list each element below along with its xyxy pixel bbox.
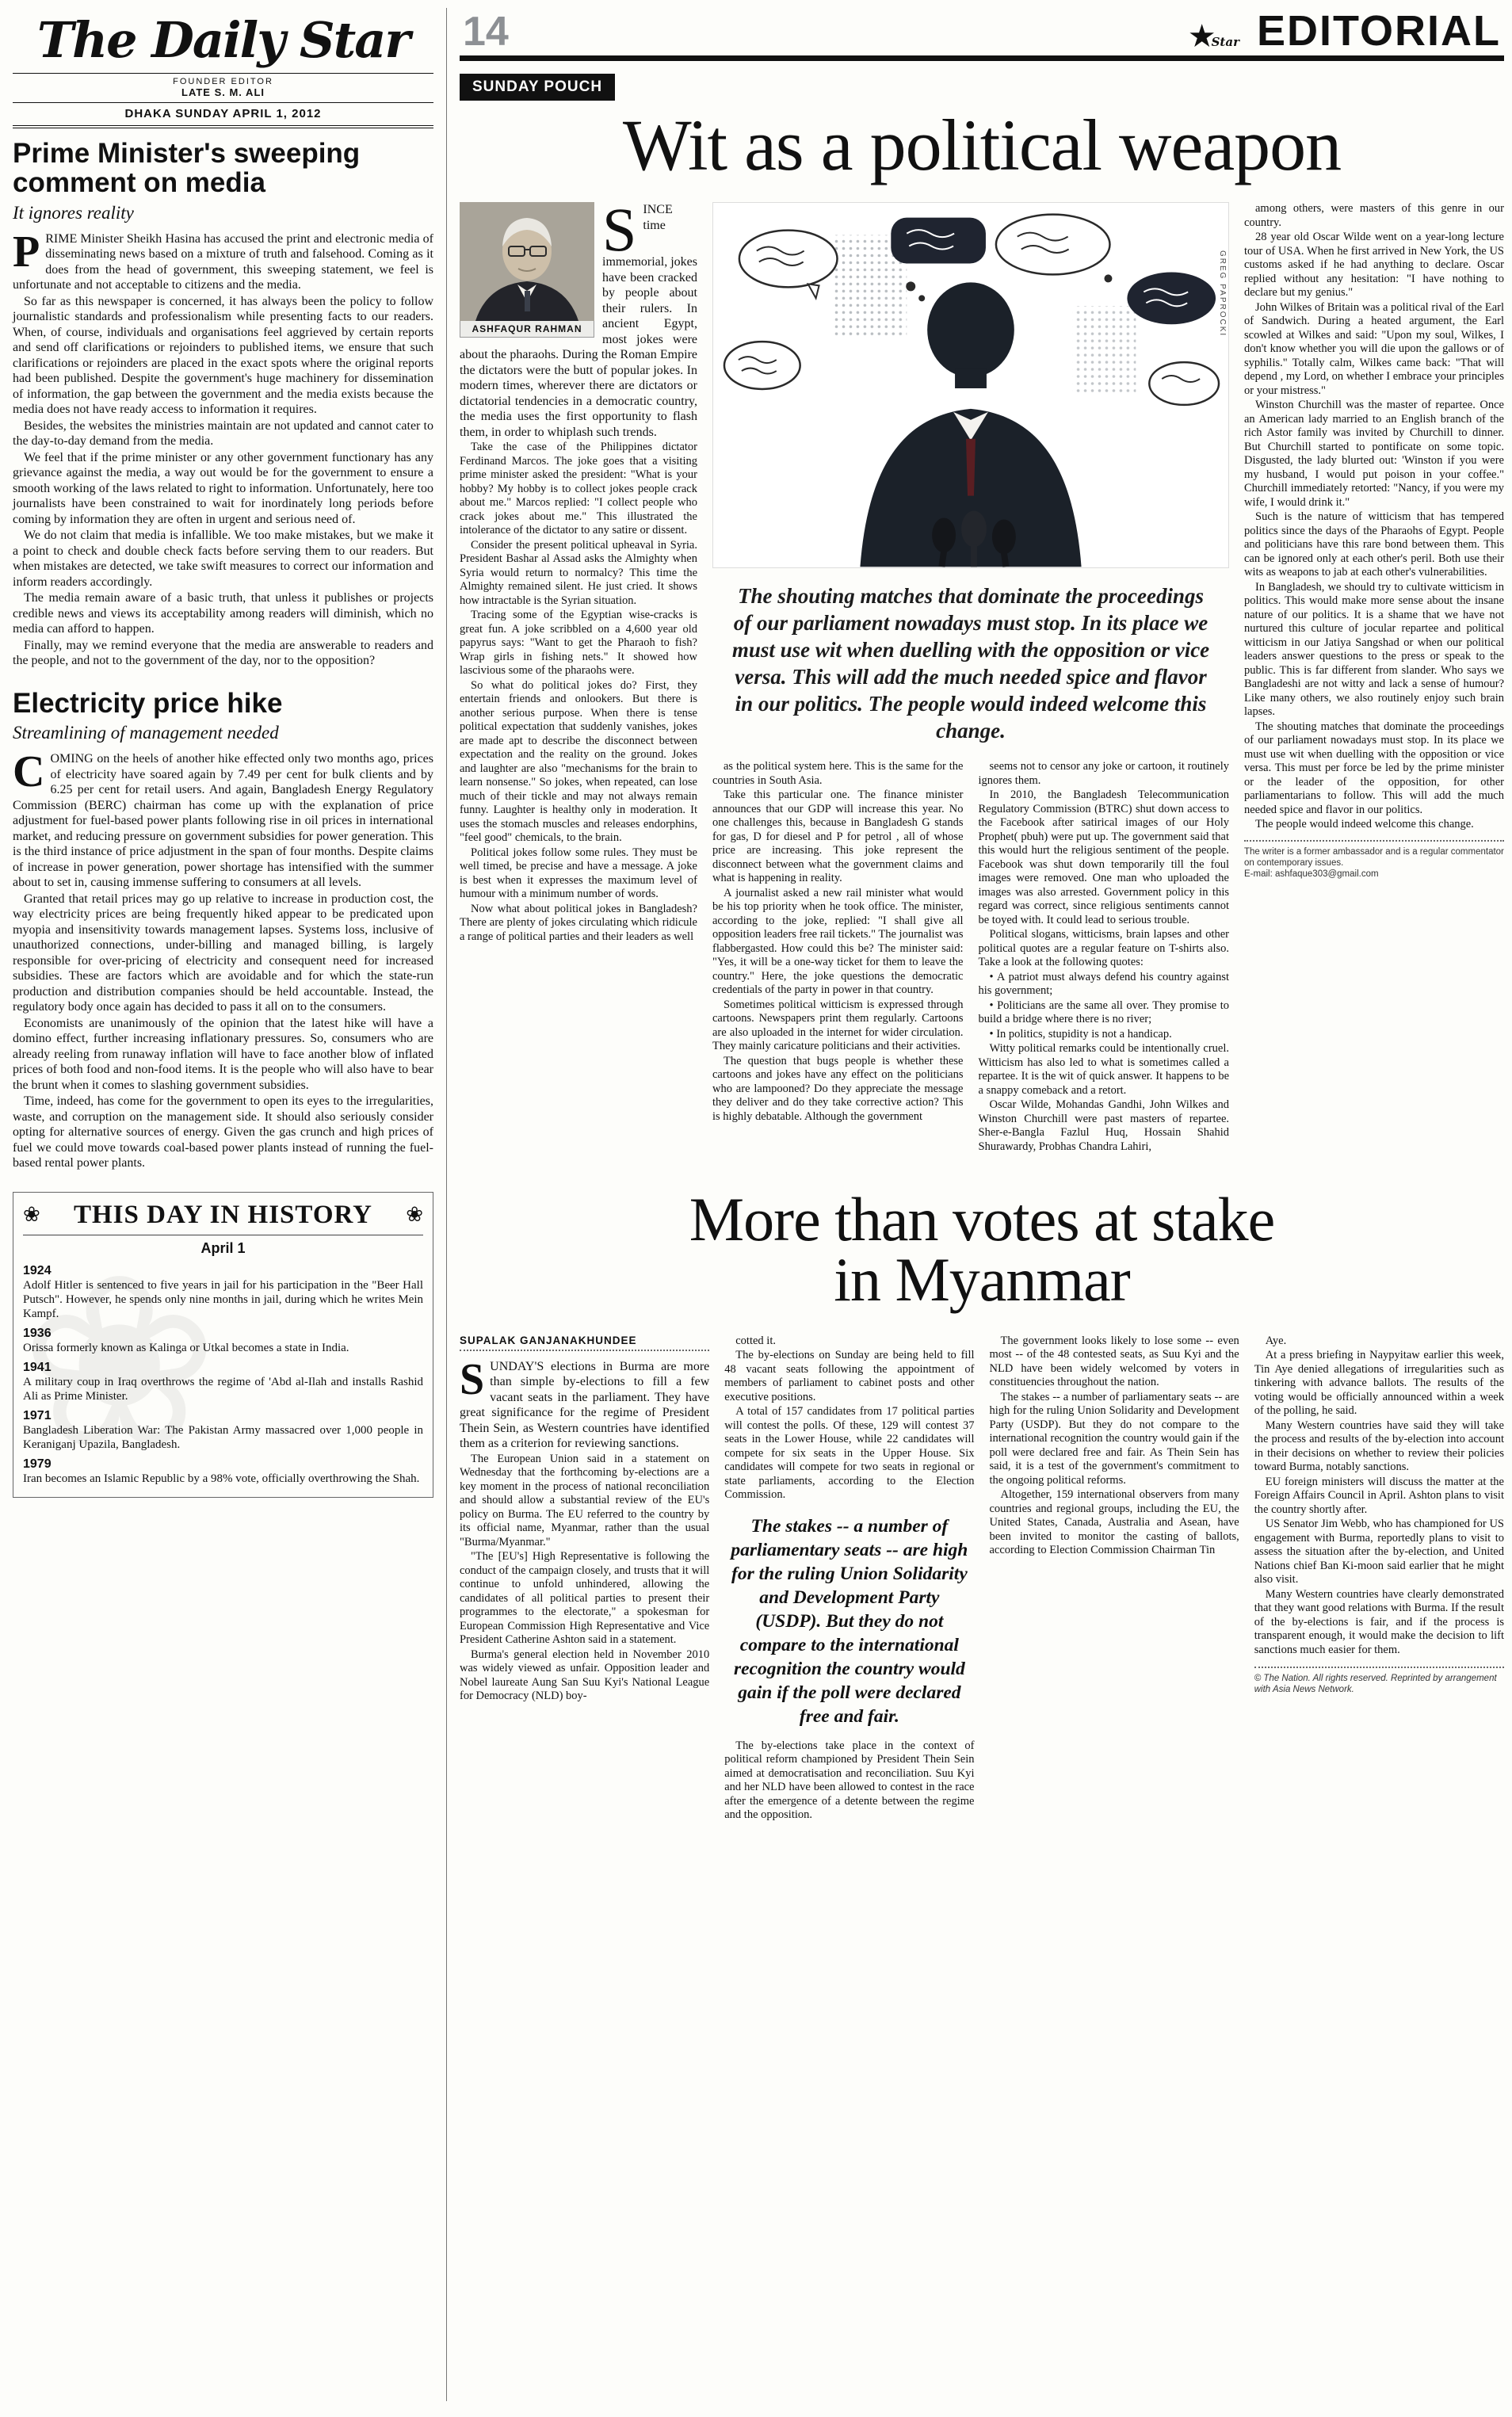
history-year: 1936 xyxy=(23,1326,52,1340)
writer-email: E-mail: ashfaque303@gmail.com xyxy=(1244,869,1379,879)
founder-block xyxy=(13,73,433,102)
page-header xyxy=(460,8,1504,55)
history-title: THIS DAY IN HISTORY xyxy=(74,1200,372,1229)
star-logo-text: Star xyxy=(1211,35,1239,49)
myanmar-column-1 xyxy=(460,1335,709,1823)
paragraph: Finally, may we remind everyone that the media are answerable to readers and the people, and not to the government of the day, nor to the opposition? xyxy=(13,638,433,667)
author-photo xyxy=(460,202,594,321)
dropcap: P xyxy=(13,227,40,277)
paragraph: The European Union said in a statement on Wednesday that the forthcoming by-elections are a key moment in the process of national reconciliation and should allow a substantial review of the EU's policy on Burma. The EU referred to the country by its official name, Myanmar, rather than the usual "Burma/Myanmar." xyxy=(460,1452,710,1548)
left-column xyxy=(13,8,447,2401)
editorial-lead xyxy=(13,747,433,891)
history-entry xyxy=(23,1327,423,1355)
history-entry xyxy=(23,1361,423,1403)
myanmar-lead xyxy=(460,1354,710,1452)
paragraph: We feel that if the prime minister or any other government functionary has any grievance against the media, a way out would be for the government to ensure a smooth working of the laws related to right to information. Unfortunately, here too journalists have been constrained to wait for inordinately long periods before coming by information they are often in urgent and serious need of. xyxy=(13,450,433,526)
paragraph: Political slogans, witticisms, brain lapses and other political quotes are a regular feature on T-shirts also. Take a look at the following quotes: xyxy=(978,928,1229,968)
paragraph: Now what about political jokes in Bangladesh? There are plenty of jokes circulating which ridicule a range of political parties and their leaders as well xyxy=(460,902,697,943)
editorial-electricity xyxy=(13,689,433,1171)
history-text: A military coup in Iraq overthrows the regime of 'Abd al-Ilah and installs Rashid Ali as Prime Minister. xyxy=(23,1375,423,1403)
myanmar-col4-body xyxy=(1254,1335,1504,1658)
paragraph: So what do political jokes do? First, they entertain friends and onlookers. But there is another serious purpose. When there is tense political expectation that suddenly vanishes, jokes are made apt to describe the disconnect between expectation and the reality on the ground. Jokes and laughter are also "mechanisms for the brain to learn nonsense." So jokes, when repeated, can lose much of their tickle and may not always remain funny. Laughter is healthy only in moderation. It uses the stomach muscles and releases endorphins, "feel good" chemicals, to the brain. xyxy=(460,678,697,844)
founder-label: FOUNDER EDITOR xyxy=(173,77,273,86)
paragraph: Sometimes political witticism is expressed through cartoons. Newspapers print them regularly. Cartoons are also uploaded in the internet for wider circulation. They mainly caricature politicians and their activities. xyxy=(712,998,964,1052)
paragraph: Besides, the websites the ministries maintain are not updated and cannot cater to the day-to-day demand from the media. xyxy=(13,418,433,448)
editorial-subtitle: Streamlining of management needed xyxy=(13,723,279,743)
history-entry xyxy=(23,1409,423,1452)
masthead-title: The Daily Star xyxy=(36,11,410,69)
paragraph: In 2010, the Bangladesh Telecommunication Regulatory Commission (BTRC) shut down access to the Facebook after satirical images of our Holy Prophet( pbuh) were put up. The government said that this would hurt the religious sentiment of the people. Facebook was shut down temporarily till the foul images were removed. One man who uploaded the images was also arrested. Government policy in this regard was correct, since religious sentiments cannot be toyed with. It could lead to serious trouble. xyxy=(978,788,1229,926)
wit-column-4 xyxy=(1244,202,1504,1155)
history-text: Adolf Hitler is sentenced to five years in jail for his participation in the "Beer Hall Putsch". However, he spends only nine months in jail, during which he writes Mein Kampf. xyxy=(23,1278,423,1320)
paragraph: Such is the nature of witticism that has tempered politics since the days of the Pharaohs of Egypt. People and politicians have this rare bond between them. This can be ignored only at each other's peril. Both use their wits as weapons to jab at each other's vulnerabilities. xyxy=(1244,510,1504,578)
myanmar-column-2 xyxy=(724,1335,974,1823)
dropcap: S xyxy=(602,195,637,264)
history-date: April 1 xyxy=(200,1239,246,1256)
star-icon: ★ xyxy=(1187,18,1216,55)
wit-column-1 xyxy=(460,195,697,1155)
this-day-in-history xyxy=(13,1192,433,1498)
editorial-title: Electricity price hike xyxy=(13,687,283,719)
wit-col1-body xyxy=(460,441,697,944)
paragraph: Altogether, 159 international observers from many countries and regional groups, including the EU, the United States, Canada, Australia and Asean, have been invited to monitor the casting of ballots, according to Election Commission Chairman Tin xyxy=(989,1488,1239,1557)
political-speech-illustration xyxy=(713,203,1228,567)
paragraph: In Bangladesh, we should try to cultivate witticism in politics. This would make more sense about the insane nature of our politics. It is a shame that we have not nurtured this culture of jocular repartee and political witticism in our Jatiya Sangshad or when our political leaders answer questions to the press or speak to the public. This is far different from slander. Who says we Bangladeshi are not witty and lack a sense of humour? Like many others, we also routinely enjoy such brain lapses. xyxy=(1244,580,1504,718)
writer-note xyxy=(1244,840,1504,880)
history-text: Bangladesh Liberation War: The Pakistan Army massacred over 1,000 people in Keraniganj Upazila, Bangladesh. xyxy=(23,1423,423,1451)
paragraph: Take this particular one. The finance minister announces that our GDP will increase this year. No one challenges this, because in Bangladesh G stands for gas, D for diesel and P for petrol , all of whose price are increasing. This joke represent the disconnect between what the government claims and what is happening in reality. xyxy=(712,788,964,884)
byline-rule xyxy=(460,1350,709,1351)
paragraph: At a press briefing in Naypyitaw earlier this week, Tin Aye denied allegations of irregularities such as tinkering with advance ballots. The results of the voting would be officially announced within a week of the polling, he said. xyxy=(1254,1349,1504,1418)
headline-line1: More than votes at stake xyxy=(689,1185,1275,1254)
paragraph: John Wilkes of Britain was a political rival of the Earl of Sandwich. During a heated argument, the Earl scowled at Wilkes and said: "Upon my soul, Wilkes, I don't know whether you will die upon the gallows or of syphilis." Totally calm, Wilkes came back: "That will depend , my Lord, on whether I embrace your principles or your mistress." xyxy=(1244,300,1504,397)
sunday-pouch-tag: SUNDAY POUCH xyxy=(460,74,615,101)
myanmar-col2-bottom xyxy=(724,1739,974,1823)
paragraph: The media remain aware of a basic truth, that unless it publishes or projects credible news and views its acceptability among readers will diminish, which no media can afford to happen. xyxy=(13,591,433,636)
paragraph: The government looks likely to lose some -- even most -- of the 48 contested seats, as Suu Kyi and the NLD have been widely welcomed by voters in constituencies throughout the nation. xyxy=(989,1334,1239,1389)
author-name: ASHFAQUR RAHMAN xyxy=(460,321,594,338)
paragraph: Economists are unanimously of the opinion that the latest hike will have a domino effect, further increasing inflationary pressures. So, consumers who are already reeling from runaway inflation will have to face another blow of inflated prices of both food and non-food items. It is the people who will also have to bear the brunt when it comes to slashing government subsidies. xyxy=(13,1016,433,1092)
paragraph: A total of 157 candidates from 17 political parties will contest the polls. Of these, 129 will contest 37 seats in the Lower House, while 22 candidates will compete for six seats in the Upper House. Six candidates will compete for two seats in regional or state parliaments, according to the Election Commission. xyxy=(724,1405,975,1502)
headline-line2: in Myanmar xyxy=(834,1245,1130,1315)
wit-article xyxy=(460,195,1504,1155)
myanmar-column-4 xyxy=(1254,1335,1504,1823)
paragraph: Burma's general election held in November 2010 was widely viewed as unfair. Opposition leader and Nobel laureate Aung San Suu Kyi's National League for Democracy (NLD) boy- xyxy=(460,1648,710,1703)
history-year: 1979 xyxy=(23,1457,52,1471)
writer-note-text: The writer is a former ambassador and is a regular commentator on contemporary issues. xyxy=(1244,846,1504,868)
paragraph: Winston Churchill was the master of repartee. Once an American lady married to an English branch of the rich Astor family was invited by Churchill to dinner. But Churchill started to pontificate on some topic. Disgusted, the lady blurted out: 'Winston if you were my husband, I would put poison in your coffee." Churchill immediately retorted: "Nancy, if you were my wife, I would drink it." xyxy=(1244,399,1504,509)
history-text: Iran becomes an Islamic Republic by a 98% vote, officially overthrowing the Shah. xyxy=(23,1472,420,1485)
paragraph: "The [EU's] High Representative is following the conduct of the campaign closely, and trusts that it will continue to unfold unhindered, allowing the candidates of all political parties to present their programmes to the electorate," a spokesman for European Commission High Representative and Vice President Catherine Ashton said in a statement. xyxy=(460,1550,710,1647)
wit-headline: Wit as a political weapon xyxy=(622,105,1342,185)
paragraph: The shouting matches that dominate the proceedings of our parliament nowadays must stop. In its place we must use wit when duelling with the opposition or vice versa. This must per force be led by the prime minister or the leader of the opposition, for other parliamentarians to follow. This will add the much needed spice and flavor in our politics. xyxy=(1244,720,1504,816)
wit-col3-body xyxy=(979,760,1230,1155)
paragraph: Aye. xyxy=(1265,1334,1287,1347)
paragraph: The by-elections on Sunday are being held to fill 48 vacant seats following the appointment of members of parliament to cabinet posts and other executive positions. xyxy=(724,1349,975,1403)
editorial-title: Prime Minister's sweeping comment on media xyxy=(13,138,361,198)
history-text: Orissa formerly known as Kalinga or Utkal becomes a state in India. xyxy=(23,1341,349,1354)
lead-text: OMING on the heels of another hike effected only two months ago, prices of electricity have soared again by 7.49 per cent for bulk clients and by 6.25 per cent for retail users. And again, Bangladesh Energy Regulatory Commission (BERC) chairman has come up with the explanation of price adjustment for fuel-based power plants following rise in oil prices in international market, and reducing pressure on government subsidies for power generation. This is the third instance of price adjustment in the span of four months. Despite claims of increase in power generation, power shortage has intensified with the summer about to set in, causing immense suffering to consumers at all levels. xyxy=(13,752,433,890)
editorial-body xyxy=(13,294,433,669)
paragraph: Political jokes follow some rules. They must be well timed, be precise and have a message. A joke is best when it expresses the maximum level of humour with a minimum number of words. xyxy=(460,846,697,900)
flower-ornament-icon: ❀ xyxy=(406,1203,423,1228)
editorial-pm-media xyxy=(13,139,433,669)
wit-center-columns xyxy=(712,760,1229,1155)
paragraph: 28 year old Oscar Wilde went on a year-long lecture tour of USA. When he first arrived in New York, the US customs asked if he had anything to declare. Oscar replied without any hesitation: "I have nothing to declare but my genius." xyxy=(1244,231,1504,299)
byline: SUPALAK GANJANAKHUNDEE xyxy=(460,1334,637,1346)
paragraph: The by-elections take place in the context of political reform championed by President Thein Sein aimed at democratisation and reconciliation. Suu Kyi and her NLD have been allowed to contest in the race after the emergence of a detente between the regime and the opposition. xyxy=(724,1739,975,1822)
masthead xyxy=(13,8,433,128)
myanmar-pull-quote: The stakes -- a number of parliamentary seats -- are high for the ruling Union Solidarity and Development Party (USDP). But they do not compare to the international recognition the country would gain if the poll were declared free and fair. xyxy=(731,1515,968,1727)
paragraph: The stakes -- a number of parliamentary seats -- are high for the ruling Union Solidarity and Development Party (USDP). But they do not compare to the international recognition the country would gain if the poll were declared free and fair. As Thein Sein has said, it is a test of the government's commitment to the ongoing political reforms. xyxy=(989,1390,1239,1487)
myanmar-col2-top xyxy=(724,1335,974,1503)
wit-col2-body xyxy=(712,760,964,1155)
pouch-tag-row xyxy=(460,72,1504,107)
myanmar-article xyxy=(460,1335,1504,1823)
flower-ornament-icon: ❀ ❀ xyxy=(23,1203,40,1228)
paragraph: Oscar Wilde, Mohandas Gandhi, John Wilkes and Winston Churchill were past masters of repartee. Sher-e-Bangla Fazlul Huq, Hossain Shahid Shurawardy, Probhas Chandra Lahiri, xyxy=(978,1098,1229,1153)
paragraph: Take the case of the Philippines dictator Ferdinand Marcos. The joke goes that a visiting prime minister asked the president: "What is your hobby? My hobby is to collect jokes people crack about me." Marcos replied: "I collect people who crack jokes about me." This illustrated the intolerance of the dictator to any satire or dissent. xyxy=(460,441,697,536)
header-rule xyxy=(460,55,1504,61)
lead-text: UNDAY'S elections in Burma are more than simple by-elections to fill a few vacant seats in the parliament. They have great significance for the regime of President Thein Sein, as Western countries have identified them as a criterion for reviewing sanctions. xyxy=(460,1359,710,1451)
paragraph: The question that bugs people is whether these cartoons and jokes have any effect on the politicians who are lampooned? Do they appreciate the message they deliver and do they take corrective action? This is highly debatable. Although the government xyxy=(712,1054,964,1123)
editorial-body xyxy=(13,892,433,1171)
history-year: 1924 xyxy=(23,1263,52,1277)
paragraph: Many Western countries have clearly demonstrated that they want good relations with Burma. If the result of the by-elections is fair, and if the process is transparent enough, it would make the decision to lift sanctions much easier for them. xyxy=(1254,1587,1504,1656)
editorial-subtitle: It ignores reality xyxy=(13,202,134,223)
paragraph: Witty political remarks could be intentionally cruel. Witticism has also led to what is sometimes called a repartee. It is the wit of quick answer. It happens to be a snappy comeback and a retort. xyxy=(978,1042,1229,1097)
paragraph: A journalist asked a new rail minister what would be his top priority when he took office. The minister, according to the joke, replied: "I shall give all opposition leaders free rail tickets." The journalist was flabbergasted. How could this be? The minister said: "Yes, it will be a one-way ticket for them to leave the country." Here, the joke questions the democratic credentials of the party in power in that country. xyxy=(712,886,964,996)
section-title: EDITORIAL xyxy=(1256,7,1501,55)
founder-name: LATE S. M. ALI xyxy=(181,86,265,98)
illustration-block xyxy=(712,202,1229,568)
myanmar-column-3 xyxy=(990,1335,1239,1823)
dropcap: C xyxy=(13,747,45,797)
paragraph: seems not to censor any joke or cartoon, it routinely ignores them. xyxy=(978,760,1229,787)
wit-pull-quote: The shouting matches that dominate the proceedings of our parliament nowadays must stop. In its place we must use wit when duelling with the opposition or vice versa. This will add the much needed spice and flavor in our politics. The people would indeed welcome this change. xyxy=(731,584,1210,743)
paragraph: So far as this newspaper is concerned, it has always been the policy to follow journalistic standards and professionalism while presenting facts to our readers. When, of course, individuals and organisations feel aggrieved by certain reports and send off clarifications or rejoinders to published items, we ensure that such clarifications or rejoinders are placed in the exact spots where the original reports had been published. Despite the government's huge machinery for dissemination of information, the gap between the government and the media exists because the media does not have ready access to information it requires. xyxy=(13,294,433,416)
paragraph: Tracing some of the Egyptian wise-cracks is great fun. A joke scribbled on a 4,600 year old papyrus says: "Want to get the Pharaoh to fish? Wrap girls in fishing nets." It showed how lascivious some of the pharaohs were. xyxy=(460,609,697,677)
lead-text: INCE time immemorial, jokes have been cracked by people about their rulers. In ancient Egypt, most jokes were about the pharaohs. During the Roman Empire the dictators were the butt of popular jokes. In modern times, wherever there are dictators or dictatorial tendencies in a democratic country, the media uses the first opportunity to flash them, in order to whiplash such trends. xyxy=(460,203,697,439)
paragraph: cotted it. xyxy=(735,1334,776,1347)
wit-col4-body xyxy=(1244,202,1504,832)
paragraph: We do not claim that media is infallible. We too make mistakes, but we make it a point to check and double check facts before serving them to our readers. But when mistakes are detected, we take swift measures to correct our information and inform readers accordingly. xyxy=(13,529,433,589)
history-entry xyxy=(23,1264,423,1321)
myanmar-col3-body xyxy=(990,1335,1239,1558)
paragraph: • Politicians are the same all over. They promise to build a bridge where there is no river; xyxy=(978,998,1229,1025)
main-area xyxy=(447,8,1504,2401)
history-year: 1941 xyxy=(23,1360,52,1374)
history-header xyxy=(23,1201,423,1235)
paragraph: • A patriot must always defend his country against his government; xyxy=(978,970,1229,997)
paragraph: • In politics, stupidity is not a handicap. xyxy=(989,1027,1172,1040)
wit-center xyxy=(712,202,1229,1155)
myanmar-headline xyxy=(460,1185,1504,1315)
paragraph: Time, indeed, has come for the government to open its eyes to the irregularities, waste, and corruption on the management side. It should also seriously consider opting for alternative sources of energy. Given the gas crunch and high prices of fuel we could move towards coal-based power plants instead of running the fuel-based rental power plants. xyxy=(13,1094,433,1170)
illustration-credit: GREG PAPROCKI xyxy=(1218,250,1227,338)
editorial-lead xyxy=(13,227,433,293)
author-photo-block xyxy=(460,202,594,338)
copyright-note: © The Nation. All rights reserved. Reprinted by arrangement with Asia News Network. xyxy=(1254,1667,1504,1695)
history-year: 1971 xyxy=(23,1408,52,1422)
dateline: DHAKA SUNDAY APRIL 1, 2012 xyxy=(13,102,433,128)
paragraph: The people would indeed welcome this change. xyxy=(1255,818,1474,830)
lead-text: RIME Minister Sheikh Hasina has accused the print and electronic media of disseminating news based on a mixture of truth and falsehood. Coming as it does from the head of government, this sweeping statement, we feel is unfortunate and not acceptable to citizens and the media. xyxy=(13,231,433,292)
myanmar-col1-body xyxy=(460,1453,709,1704)
history-entry xyxy=(23,1457,423,1486)
section-logo xyxy=(1187,7,1501,55)
paragraph: US Senator Jim Webb, who has championed for US engagement with Burma, reportedly plans to visit to assess the situation after the by-election, and United Nations chief Ban Ki-moon said earlier that he might also visit. xyxy=(1254,1518,1504,1587)
dropcap: S xyxy=(460,1354,485,1404)
paragraph: EU foreign ministers will discuss the matter at the Foreign Affairs Council in April. Ashton plans to visit the country shortly after. xyxy=(1254,1475,1504,1516)
paragraph: Granted that retail prices may go up relative to increase in production cost, the way electricity prices are being frequently hiked appear to be predicated upon myopia and insensitivity towards management lapses. Systems loss, inclusive of unauthorized connections, under-billing and managed billing, is largely responsible for over-pricing of electricity and consequent need for increased subsidies. These are factors which are avoidable and for which the state-run production and distribution companies should be held accountable. Instead, the regulatory body once again has decided to pass it all on to the consumers. xyxy=(13,892,433,1014)
paragraph: among others, were masters of this genre in our country. xyxy=(1244,202,1504,229)
paragraph: Consider the present political upheaval in Syria. President Bashar al Assad asks the Almighty when Syria would return to normalcy? This time the Almighty remained silent. He just cried. It shows how intractable is the Syrian situation. xyxy=(460,538,697,607)
paragraph: as the political system here. This is the same for the countries in South Asia. xyxy=(712,760,964,787)
paragraph: Many Western countries have said they will take the process and results of the by-election into account in their decisions on whether to review their policies toward Burma, notably sanctions. xyxy=(1254,1419,1504,1474)
page-number: 14 xyxy=(463,9,509,55)
